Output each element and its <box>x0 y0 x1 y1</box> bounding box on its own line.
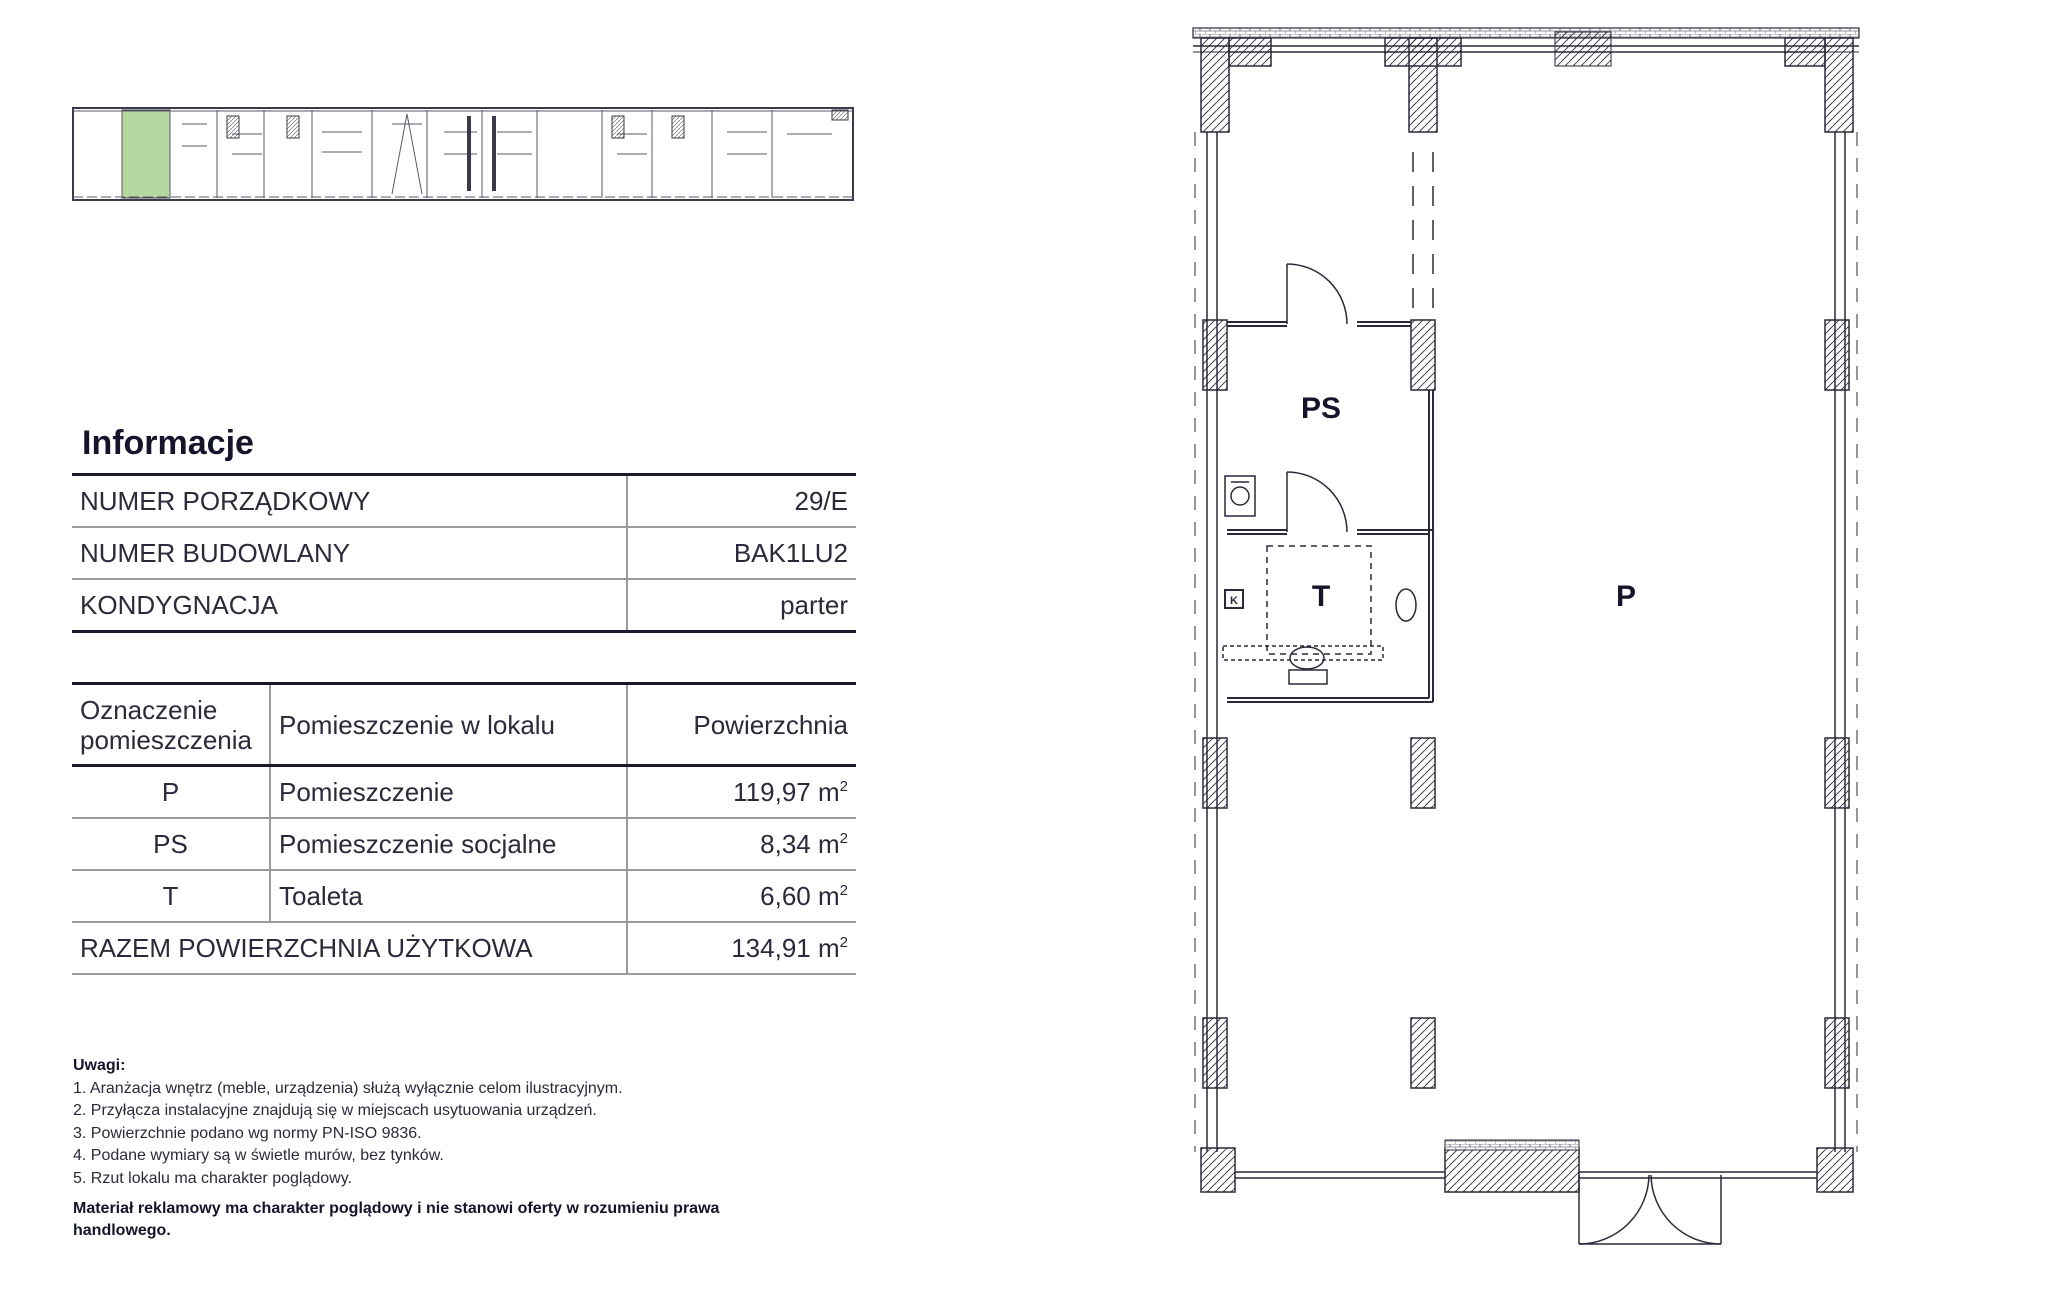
room-code: T <box>72 870 270 922</box>
note-item: 4. Podane wymiary są w świetle murów, bez tynków. <box>73 1147 444 1164</box>
notes-title: Uwagi: <box>73 1057 126 1074</box>
kitchen-sink <box>1225 476 1255 516</box>
bottom-facade-wall <box>1201 1140 1853 1192</box>
room-code: PS <box>72 818 270 870</box>
table-row <box>72 870 856 922</box>
svg-text:K: K <box>1230 595 1238 607</box>
header-room-code-line2: pomieszczenia <box>80 724 252 755</box>
info-label: NUMER BUDOWLANY <box>72 527 627 579</box>
key-plan-highlighted-unit <box>122 110 170 198</box>
info-heading: Informacje <box>82 424 254 462</box>
room-label-toilet: T <box>1311 580 1331 613</box>
social-room-walls <box>1227 322 1433 702</box>
floor-plan <box>1185 22 1865 1252</box>
header-room-code <box>72 684 270 766</box>
outer-walls <box>1195 52 1857 1152</box>
info-value: 29/E <box>627 475 856 528</box>
note-item: 5. Rzut lokalu ma charakter poglądowy. <box>73 1169 352 1187</box>
room-area: 8,34 $m^2$ <box>627 818 856 870</box>
toilet-fixtures <box>1223 546 1416 684</box>
total-label: RAZEM POWIERZCHNIA UŻYTKOWA <box>72 922 627 974</box>
info-label: NUMER PORZĄDKOWY <box>72 475 627 528</box>
table-row <box>72 818 856 870</box>
room-name: Pomieszczenie socjalne <box>270 818 627 870</box>
room-label-main: P <box>1615 580 1637 613</box>
table-row <box>72 766 856 819</box>
note-item: 3. Powierzchnie podano wg normy PN-ISO 9836. <box>73 1124 422 1142</box>
room-label-social: PS <box>1300 392 1342 425</box>
info-table <box>72 473 856 633</box>
room-name: Pomieszczenie <box>270 766 627 819</box>
rooms-header-row <box>72 684 856 766</box>
room-name: Toaleta <box>270 870 627 922</box>
info-row-building-number <box>72 527 856 579</box>
note-item: 1. Aranżacja wnętrz (meble, urządzenia) służą wyłącznie celom ilustracyjnym. <box>73 1079 623 1097</box>
room-area: 6,60 $m^2$ <box>627 870 856 922</box>
header-room-code-line1: Oznaczenie <box>80 694 218 725</box>
total-row <box>72 922 856 974</box>
header-room-name: Pomieszczenie w lokalu <box>270 684 627 766</box>
door-social-room <box>1287 264 1347 324</box>
info-label: KONDYGNACJA <box>72 579 627 632</box>
info-value: parter <box>627 579 856 632</box>
note-item: 2. Przyłącza instalacyjne znajdują się w miejscach usytuowania urządzeń. <box>73 1102 597 1119</box>
total-area: 134,91 $m^2$ <box>627 922 856 974</box>
door-toilet <box>1287 472 1347 532</box>
top-facade-wall <box>1193 28 1859 66</box>
info-value: BAK1LU2 <box>627 527 856 579</box>
notes-section <box>73 1055 793 1242</box>
room-code: P <box>72 766 270 819</box>
info-row-floor <box>72 579 856 632</box>
rooms-table <box>72 682 856 975</box>
building-key-plan <box>72 104 856 204</box>
header-room-area: Powierzchnia <box>627 684 856 766</box>
entrance-door <box>1579 1175 1721 1244</box>
meter-box-icon <box>1225 590 1243 608</box>
disclaimer: Materiał reklamowy ma charakter poglądowy i nie stanowi oferty w rozumieniu prawa handlowego. <box>73 1200 720 1239</box>
room-area: 119,97 $m^2$ <box>627 766 856 819</box>
info-row-order-number <box>72 475 856 528</box>
